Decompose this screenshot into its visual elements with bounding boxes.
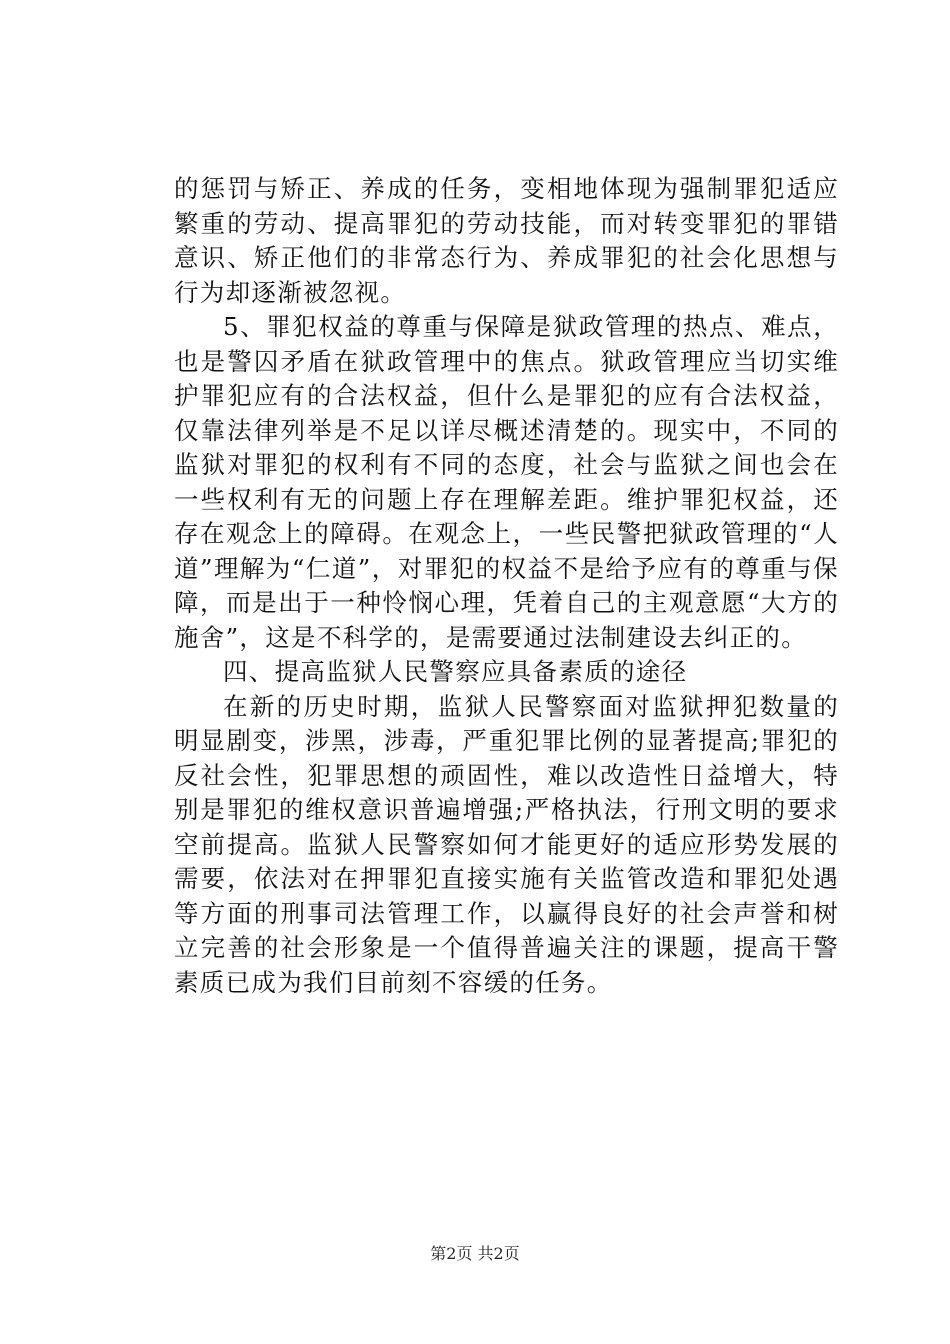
document-body [174,172,839,1000]
paragraph-new-era: 在新的历史时期，监狱人民警察面对监狱押犯数量的明显剧变，涉黑，涉毒，严重犯罪比例的显著提高;罪犯的反社会性，犯罪思想的顽固性，难以改造性日益增大，特别是罪犯的维权意识普遍增强;严格执法，行刑文明的要求空前提高。监狱人民警察如何才能更好的适应形势发展的需要，依法对在押罪犯直接实施有关监管改造和罪犯处遇等方面的刑事司法管理工作，以赢得良好的社会声誉和树立完善的社会形象是一个值得普遍关注的课题，提高干警素质已成为我们目前刻不容缓的任务。 [174,691,839,997]
paragraph-prisoner-rights: 5、罪犯权益的尊重与保障是狱政管理的热点、难点，也是警囚矛盾在狱政管理中的焦点。狱政管理应当切实维护罪犯应有的合法权益，但什么是罪犯的应有合法权益，仅靠法律列举是不足以详尽概述清楚的。现实中，不同的监狱对罪犯的权利有不同的态度，社会与监狱之间也会在一些权利有无的问题上存在理解差距。维护罪犯权益，还存在观念上的障碍。在观念上，一些民警把狱政管理的“人道”理解为“仁道”，对罪犯的权益不是给予应有的尊重与保障，而是出于一种怜悯心理，凭着自己的主观意愿“大方的施舍”，这是不科学的，是需要通过法制建设去纠正的。 [174,312,839,652]
paragraph-continuation: 的惩罚与矫正、养成的任务，变相地体现为强制罪犯适应繁重的劳动、提高罪犯的劳动技能，而对转变罪犯的罪错意识、矫正他们的非常态行为、养成罪犯的社会化思想与行为却逐渐被忽视。 [174,174,839,307]
page-footer: 第2页 共2页 [430,1244,520,1263]
section-heading-4: 四、提高监狱人民警察应具备素质的途径 [223,657,688,686]
